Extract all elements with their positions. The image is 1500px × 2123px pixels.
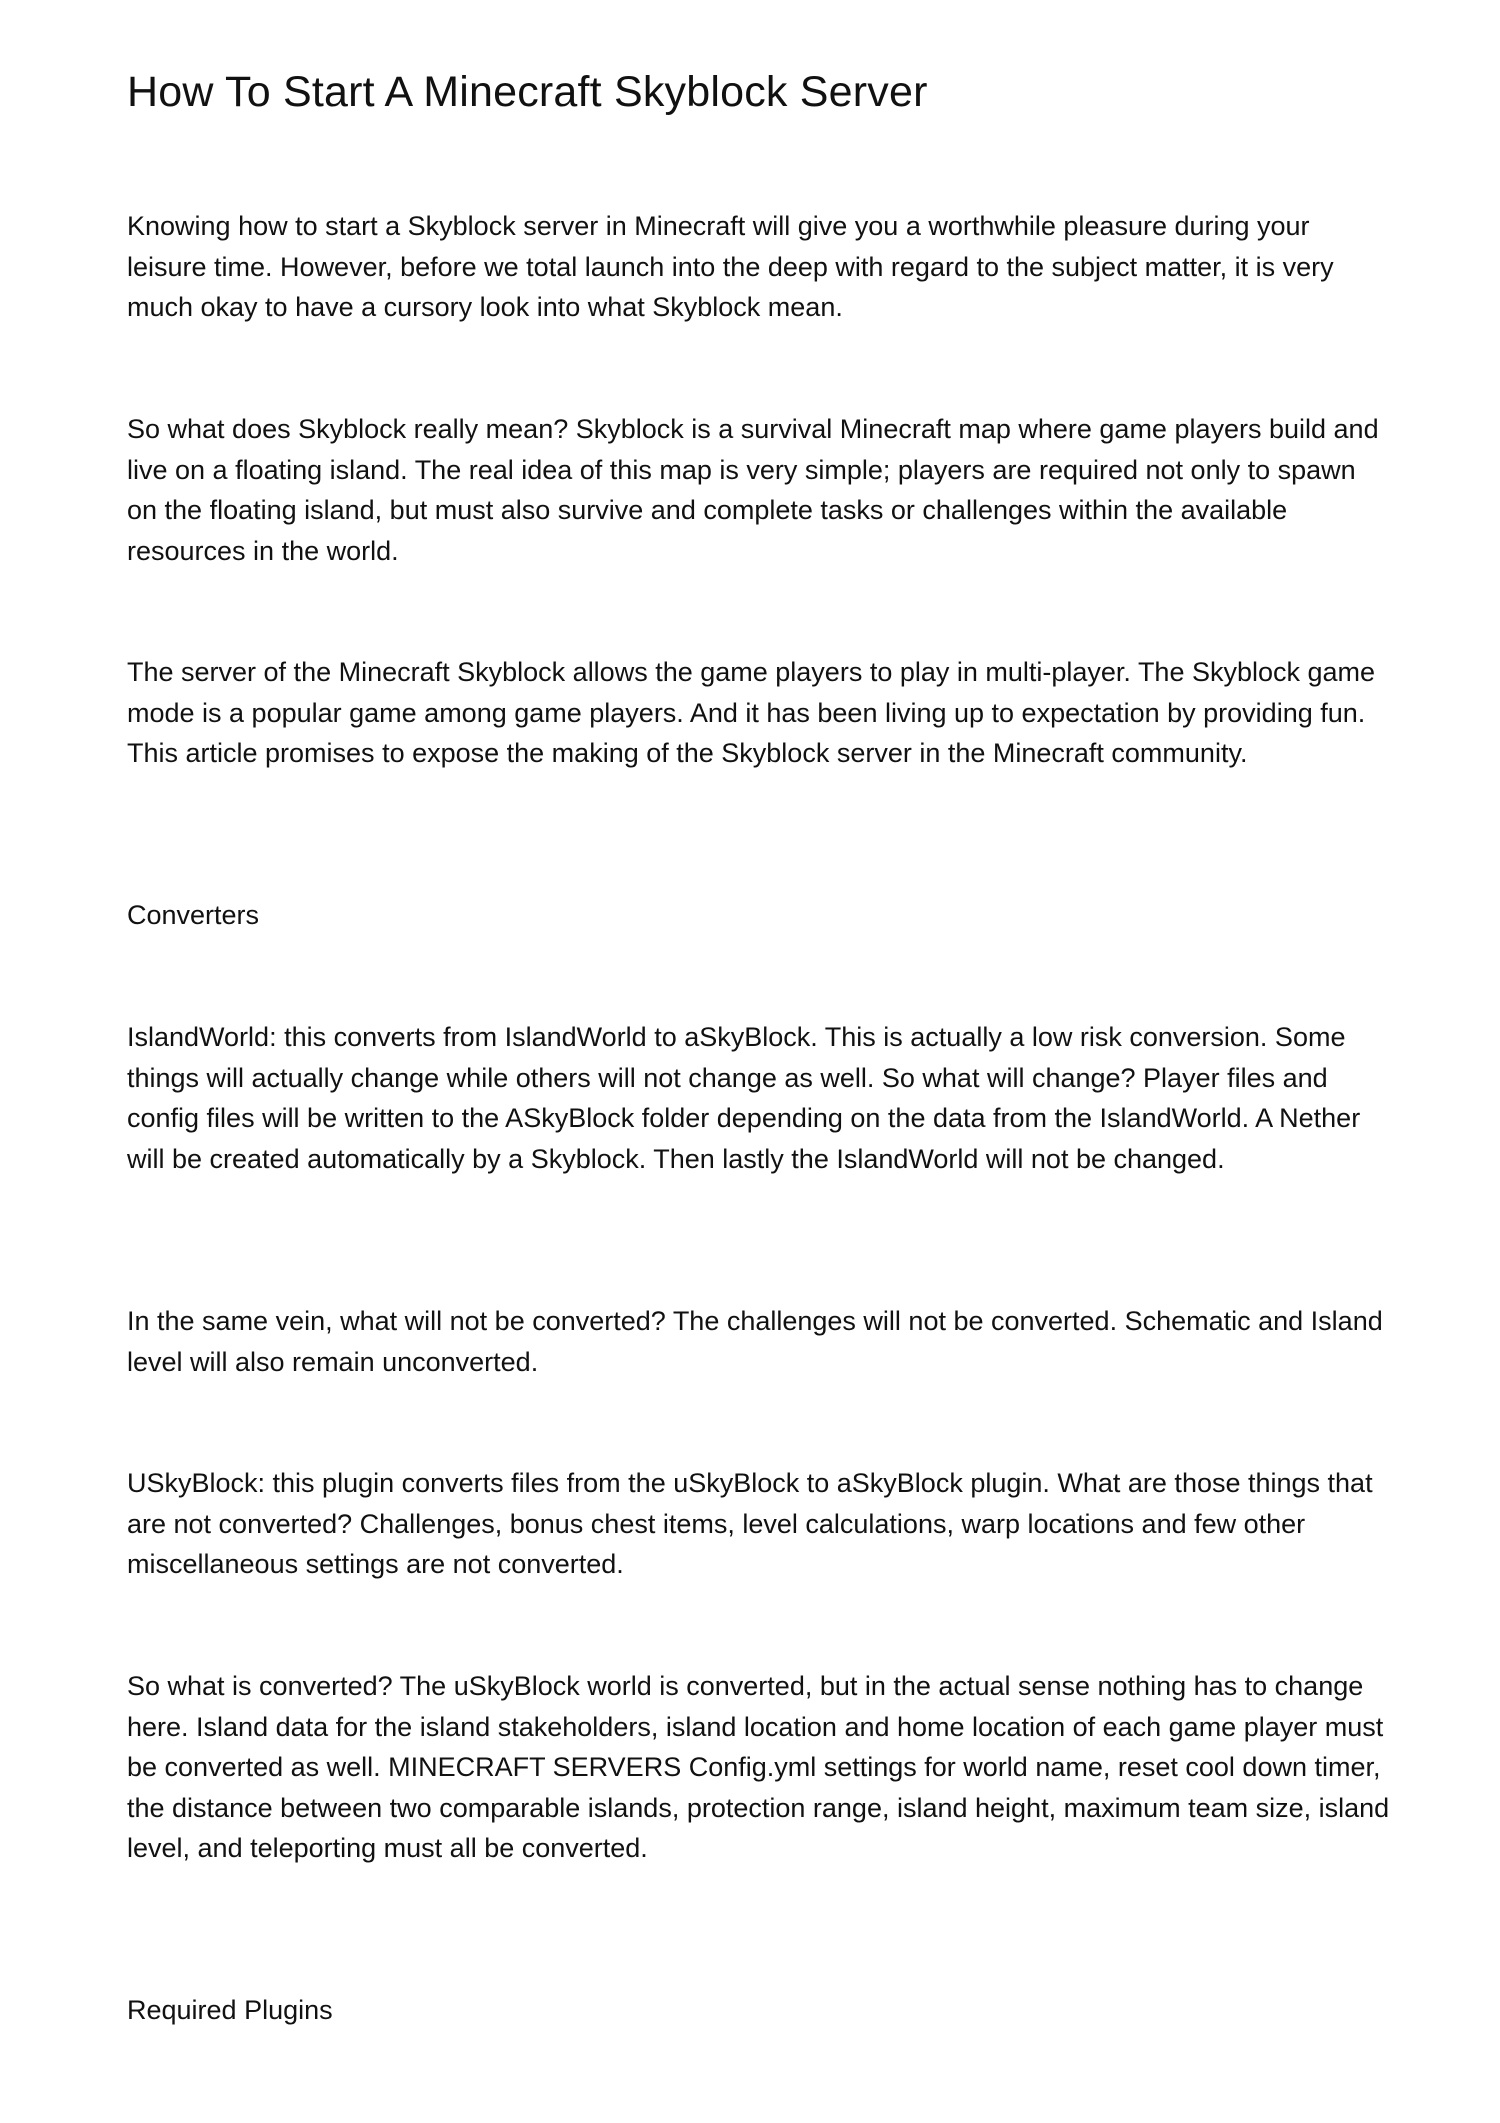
paragraph-what-is-converted: So what is converted? The uSkyBlock world is converted, but in the actual sense nothing has to change here. Island data for the island stakeholders, island location and home location of each game player must be converted as well. MINECRAFT SERVERS Config.yml settings for world name, reset cool down timer, the distance between two comparable islands, protection range, island height, maximum team size, island level, and teleporting must all be converted. xyxy=(127,1671,1390,1864)
paragraph-islandworld: IslandWorld: this converts from IslandWorld to aSkyBlock. This is actually a low risk conversion. Some things will actually change while others will not change as well. So what will change? Player files and config files will be written to the ASkyBlock folder depending on the data from the IslandWorld. A Nether will be created automatically by a Skyblock. Then lastly the IslandWorld will not be changed. xyxy=(127,1022,1361,1174)
paragraph-uskyblock: USkyBlock: this plugin converts files from the uSkyBlock to aSkyBlock plugin. What are those things that are not converted? Challenges, bonus chest items, level calculations, warp locations and few other miscellaneous settings are not converted. xyxy=(127,1468,1373,1580)
section-heading-required-plugins: Required Plugins xyxy=(127,1995,333,2025)
paragraph-server-description: The server of the Minecraft Skyblock allows the game players to play in multi-player. The Skyblock game mode is a popular game among game players. And it has been living up to expectation by providing fun. This article promises to expose the making of the Skyblock server in the Minecraft community. xyxy=(127,657,1376,769)
paragraph-not-converted: In the same vein, what will not be converted? The challenges will not be converted. Schematic and Island level will also remain unconverted. xyxy=(127,1306,1383,1377)
paragraph-intro: Knowing how to start a Skyblock server in Minecraft will give you a worthwhile pleasure during your leisure time. However, before we total launch into the deep with regard to the subject matter, it is very much okay to have a cursory look into what Skyblock mean. xyxy=(127,211,1334,323)
paragraph-skyblock-meaning: So what does Skyblock really mean? Skyblock is a survival Minecraft map where game players build and live on a floating island. The real idea of this map is very simple; players are required not only to spawn on the floating island, but must also survive and complete tasks or challenges within the available resources in the world. xyxy=(127,414,1379,566)
section-heading-converters: Converters xyxy=(127,900,260,930)
page-title: How To Start A Minecraft Skyblock Server xyxy=(127,68,928,116)
